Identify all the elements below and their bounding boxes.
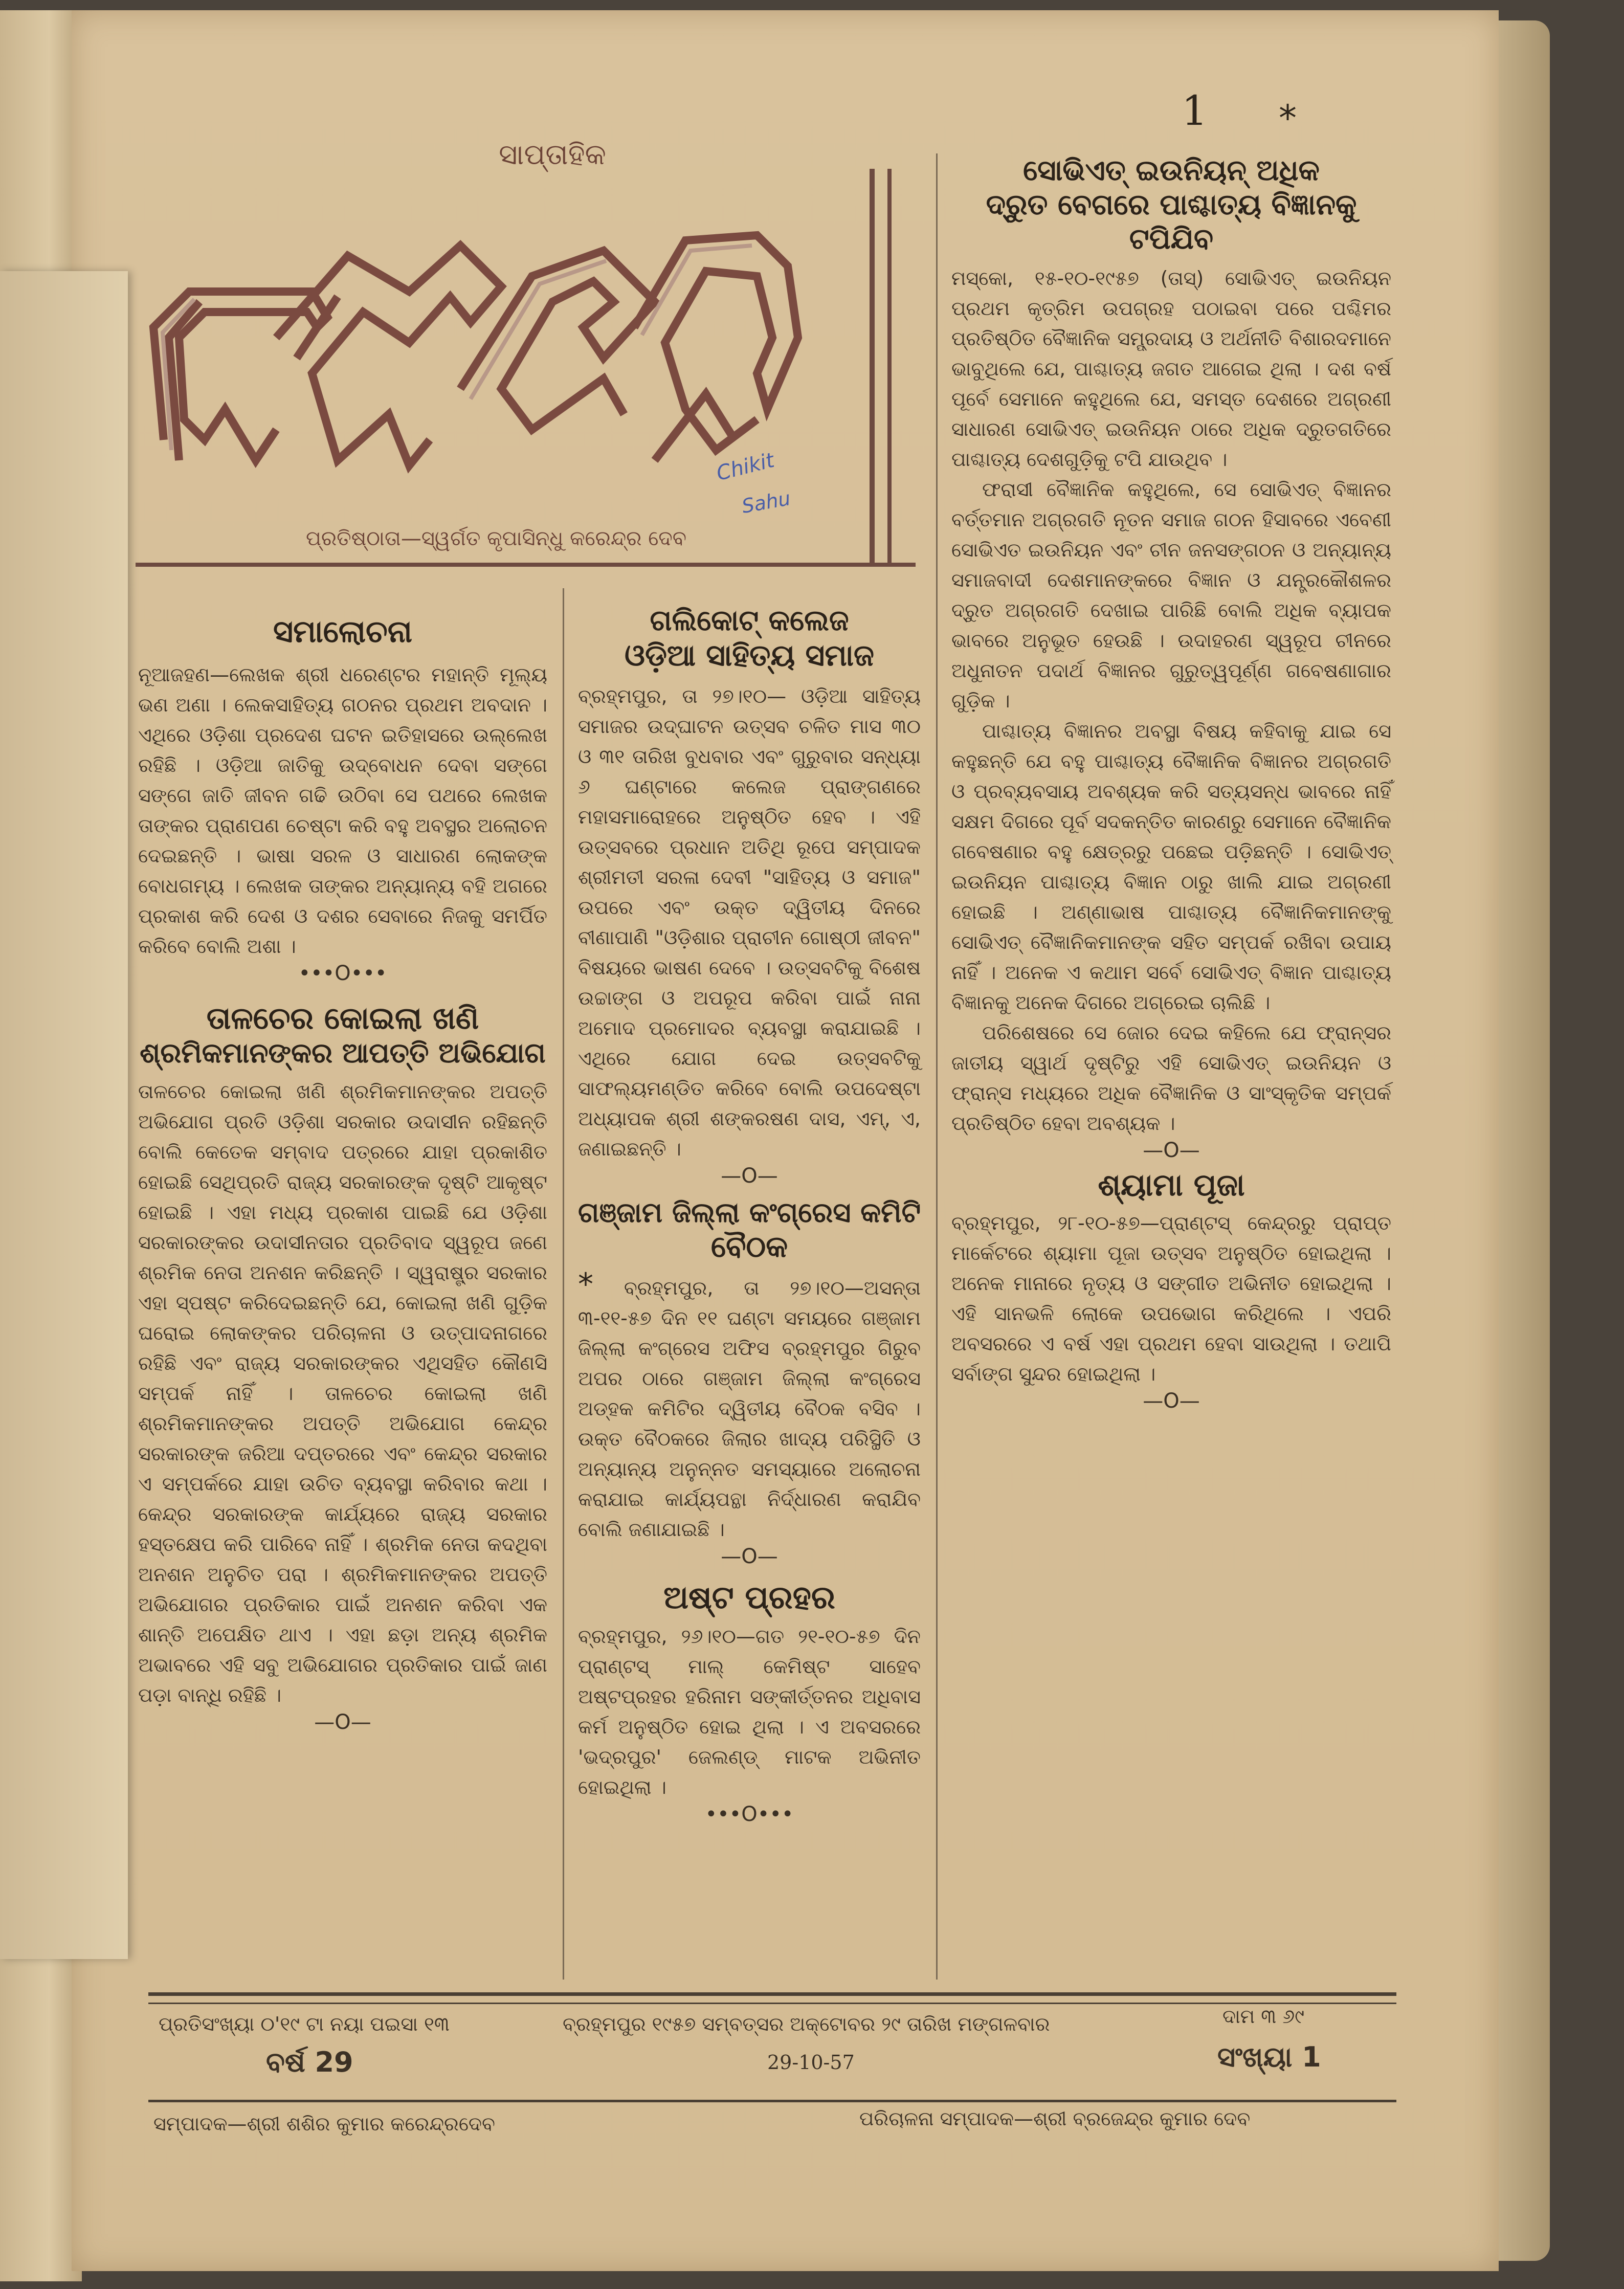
footer-rule [148,1992,1396,1996]
footer-rule [148,2100,1396,2102]
headline-talcher: ତାଳଚେର କୋଇଲା ଖଣି [206,1001,479,1036]
section-separator: —O— [1143,1139,1200,1162]
article-body: ପାଶ୍ଚାତ୍ୟ ବିଜ୍ଞାନର ଅବସ୍ଥା ବିଷୟ କହିବାକୁ ଯାଇ ସେ କହୁଛନ୍ତି ଯେ ବହୁ ପାଶ୍ଚାତ୍ୟ ବୈଜ୍ଞାନିକ ବିଜ୍ଞାନର ଅଗ୍ରଗତି ଓ ପ୍ରବ୍ୟବସାୟ ଅବଶ୍ୟକ କରି ସତ୍ୟସନ୍ଧ ଭାବରେ ନାହିଁ ସକ୍ଷମ ଦିଗରେ ପୂର୍ବ ସଦକନ୍ତିତ କାରଣରୁ ସେମାନେ ବୈଜ୍ଞାନିକ ଗବେଷଣାର ବହୁ କ୍ଷେତ୍ରରୁ ପଛେଇ ପଡ଼ିଛନ୍ତି । ସୋଭିଏତ୍ ଇଉନିୟନ ପାଶ୍ଚାତ୍ୟ ବିଜ୍ଞାନ ଠାରୁ ଖାଲି ଯାଇ ଅଗ୍ରଣୀ ହୋଇଛି । ଅଣ୍ଣାଭାଷ ପାଶ୍ଚାତ୍ୟ ବୈଜ୍ଞାନିକମାନଙ୍କୁ ସୋଭିଏତ୍ ବୈଜ୍ଞାନିକମାନଙ୍କ ସହିତ ସମ୍ପର୍କ ରଖିବା ଉପାୟ ନାହିଁ । ଅନେକ ଏ କଥାମ ସର୍ବେ ସୋଭିଏତ୍ ବିଜ୍ଞାନ ପାଶ୍ଚାତ୍ୟ ବିଜ୍ଞାନକୁ ଅନେକ ଦିଗରେ ଅଗ୍ରେଇ ଚାଲିଛି । [951,720,1391,1014]
asterisk-mark: * [578,1266,593,1302]
article-body: ମସ୍କୋ, ୧୫-୧୦-୧୯୫୭ (ତାସ୍) ସୋଭିଏତ୍ ଇଉନିୟନ ପ୍ରଥମ କୃତ୍ରିମ ଉପଗ୍ରହ ପଠାଇବା ପରେ ପଶ୍ଚିମର ପ୍ରତିଷ୍ଠିତ ବୈଜ୍ଞାନିକ ସମ୍ପ୍ରଦାୟ ଓ ଅର୍ଥନୀତି ବିଶାରଦମାନେ ଭାବୁଥିଲେ ଯେ, ପାଶ୍ଚାତ୍ୟ ଜଗତ ଆଗେଇ ଥିଲା । ଦଶ ବର୍ଷ ପୂର୍ବେ ସେମାନେ କହୁଥିଲେ ଯେ, ସମସ୍ତ ଦେଶରେ ଅଗ୍ରଣୀ ସାଧାରଣ ସୋଭିଏତ୍ ଇଉନିୟନ ଠାରେ ଅଧିକ ଦ୍ରୁତଗତିରେ ପାଶ୍ଚାତ୍ୟ ଦେଶଗୁଡ଼ିକୁ ଟପି ଯାଉଥିବ । [951,267,1391,471]
article-body: ବ୍ରହ୍ମପୁର, ୨୬।୧୦—ଗତ ୨୧-୧୦-୫୭ ଦିନ ପ୍ରାଣ୍ଟସ୍ ମାଲ୍ କେମିଷ୍ଟ ସାହେବ ଅଷ୍ଟପ୍ରହର ହରିନାମ ସଙ୍କୀର୍ତ୍ତନର ଅଧିବାସ କର୍ମ ଅନୁଷ୍ଠିତ ହୋଇ ଥିଲା । ଏ ଅବସରରେ 'ଭଦ୍ରପୁର' ଜେଲଣ୍ଡ୍ ମାଟକ ଅଭିନୀତ ହୋଇଥିଲା । [578,1625,921,1798]
weekly-label: ସାପ୍ତାହିକ [499,138,606,171]
headline-college: ଗଲିକୋଟ୍ କଲେଜ [650,604,849,637]
column-divider [563,588,564,1980]
folded-page-edge [0,271,128,1959]
article-body: ବ୍ରହ୍ମପୁର, ତା ୨୭।୧୦— ଓଡ଼ିଆ ସାହିତ୍ୟ ସମାଜର ଉଦ୍‌ଘାଟନ ଉତ୍ସବ ଚଳିତ ମାସ ୩୦ ଓ ୩୧ ତାରିଖ ବୁଧବାର ଏବଂ ଗୁରୁବାର ସନ୍ଧ୍ୟା ୬ ଘଣ୍ଟାରେ କଲେଜ ପ୍ରାଙ୍ଗଣରେ ମହାସମାରୋହରେ ଅନୁଷ୍ଠିତ ହେବ । ଏହି ଉତ୍ସବରେ ପ୍ରଧାନ ଅତିଥି ରୂପେ ସମ୍ପାଦକ ଶ୍ରୀମତୀ ସରଳା ଦେବୀ "ସାହିତ୍ୟ ଓ ସମାଜ" ଉପରେ ଏବଂ ଉକ୍ତ ଦ୍ୱିତୀୟ ଦିନରେ ବୀଣାପାଣି "ଓଡ଼ିଶାର ପ୍ରାଚୀନ ଗୋଷ୍ଠୀ ଜୀବନ" ବିଷୟରେ ଭାଷଣ ଦେବେ । ଉତ୍ସବଟିକୁ ବିଶେଷ ଉଚ୍ଚାଙ୍ଗ ଓ ଅପରୂପ କରିବା ପାଇଁ ନାନା ଅମୋଦ ପ୍ରମୋଦର ବ୍ୟବସ୍ଥା କରାଯାଇଛି । ଏଥିରେ ଯୋଗ ଦେଇ ଉତ୍ସବଟିକୁ ସାଫଲ୍ୟମଣ୍ଡିତ କରିବେ ବୋଲି ଉପଦେଷ୍ଟା ଅଧ୍ୟାପକ ଶ୍ରୀ ଶଙ୍କରଷଣ ଦାସ, ଏମ୍, ଏ, ଜଣାଇଛନ୍ତି । [578,685,921,1160]
footer-date-line: ବ୍ରହ୍ମପୁର ୧୯୫୭ ସମ୍ବତ୍ସର ଅକ୍ଟୋବର ୨୯ ତାରିଖ ମଙ୍ଗଳବାର [563,2013,1050,2035]
column-2 [578,604,921,1826]
page-number: 1 [1182,87,1208,135]
headline-congress-sub: ବୈଠକ [710,1229,788,1264]
footer-registration: ପ୍ରତିସଂଖ୍ୟା ୦'୧୯ ଟା ନୟା ପଇସା ୧୩ [159,2013,450,2035]
article-body: * ବ୍ରହ୍ମପୁର, ତା ୨୭।୧୦—ଅସନ୍ତା ୩-୧୧-୫୭ ଦିନ ୧୧ ଘଣ୍ଟା ସମୟରେ ଗଞ୍ଜାମ ଜିଲ୍ଲା କଂଗ୍ରେସ ଅଫିସ ବ୍ରହ୍ମପୁର ଗିରୁବ ଅପର ଠାରେ ଗଞ୍ଜାମ ଜିଲ୍ଲା କଂଗ୍ରେସ ଅଡ୍‌ହକ କମିଟିର ଦ୍ୱିତୀୟ ବୈଠକ ବସିବ । ଉକ୍ତ ବୈଠକରେ ଜିଲାର ଖାଦ୍ୟ ପରିସ୍ଥିତି ଓ ଅନ୍ୟାନ୍ୟ ଅନୁନ୍ନତ ସମସ୍ୟାରେ ଅଲୋଚନା କରାଯାଇ କାର୍ଯ୍ୟପନ୍ଥା ନିର୍ଦ୍ଧାରଣ କରାଯିବ ବୋଲି ଜଣାଯାଇଛି । [578,1266,921,1541]
column-3 [951,153,1391,1413]
headline-review: ସମାଲୋଚନା [273,614,412,650]
headline-soviet-3: ଟପିଯିବ [1129,222,1214,256]
column-divider [936,153,938,1980]
footer-year: ବର୍ଷ 29 [266,2046,353,2078]
section-separator: •••O••• [705,1803,794,1826]
headline-college-sub: ଓଡ଼ିଆ ସାହିତ୍ୟ ସମାଜ [624,638,875,673]
section-separator: —O— [721,1164,778,1188]
headline-shyama-puja: ଶ୍ୟାମା ପୂଜା [1098,1167,1245,1203]
masthead-rule [136,563,916,567]
footer-price: ଦାମ ୩ ୬୯ [1222,2005,1305,2028]
footer-issue: ସଂଖ୍ୟା 1 [1217,2041,1321,2073]
handwritten-note: Sahu [740,487,792,518]
footer-date-numeric: 29-10-57 [767,2051,855,2074]
pin-mark: * [1279,97,1297,139]
footer-editor: ସମ୍ପାଦକ—ଶ୍ରୀ ଶଶିର କୁମାର କରେନ୍ଦ୍ରଦେବ [153,2113,495,2135]
headline-soviet-2: ଦ୍ରୁତ ବେଗରେ ପାଶ୍ଚାତ୍ୟ ବିଜ୍ଞାନକୁ [986,188,1357,221]
headline-ashta-prahar: ଅଷ୍ଟ ପ୍ରହର [663,1579,835,1616]
article-body: ନୂଆଜହଣ—ଲେଖକ ଶ୍ରୀ ଧରେଣ୍ଟର ମହାନ୍ତି ମୂଲ୍ୟ ଭଣ ଅଣା । ଲେକସାହିତ୍ୟ ଗଠନର ପ୍ରଥମ ଅବଦାନ । ଏଥିରେ ଓଡ଼ିଶା ପ୍ରଦେଶ ଘଟନ ଇତିହାସରେ ଉଲ୍ଲେଖ ରହିଛି । ଓଡ଼ିଆ ଜାତିକୁ ଉଦ୍‌ବୋଧନ ଦେବା ସଙ୍ଗେ ସଙ୍ଗେ ଜାତି ଜୀବନ ଗଢି ଉଠିବା ସେ ପଥରେ ଲେଖକ ତାଙ୍କର ପ୍ରାଣପଣ ଚେଷ୍ଟା କରି ବହୁ ଅବସ୍ଥର ଅଲୋଚନ ଦେଇଛନ୍ତି । ଭାଷା ସରଳ ଓ ସାଧାରଣ ଲୋକଙ୍କ ବୋଧଗମ୍ୟ । ଲେଖକ ତାଙ୍କର ଅନ୍ୟାନ୍ୟ ବହି ଅଗରେ ପ୍ରକାଶ କରି ଦେଶ ଓ ଦଶର ସେବାରେ ନିଜକୁ ସମର୍ପିତ କରିବେ ବୋଲି ଅଶା । [138,663,547,958]
article-body: ତାଳଚେର କୋଇଲା ଖଣି ଶ୍ରମିକମାନଙ୍କର ଅପତ୍ତି ଅଭିଯୋଗ ପ୍ରତି ଓଡ଼ିଶା ସରକାର ଉଦାସୀନ ରହିଛନ୍ତି ବୋଲି କେତେକ ସମ୍ବାଦ ପତ୍ରରେ ଯାହା ପ୍ରକାଶିତ ହୋଇଛି ସେଥିପ୍ରତି ରାଜ୍ୟ ସରକାରଙ୍କ ଦୃଷ୍ଟି ଆକୃଷ୍ଟ ହୋଇଛି । ଏହା ମଧ୍ୟ ପ୍ରକାଶ ପାଇଛି ଯେ ଓଡ଼ିଶା ସରକାରଙ୍କର ଉଦାସୀନତାର ପ୍ରତିବାଦ ସ୍ୱରୂପ ଜଣେ ଶ୍ରମିକ ନେତା ଅନଶନ କରିଛନ୍ତି । ସ୍ୱରାଷ୍ଟ୍ର ସରକାର ଏହା ସ୍ପଷ୍ଟ କରିଦେଇଛନ୍ତି ଯେ, କୋଇଲା ଖଣି ଗୁଡ଼ିକ ଘରୋଇ ଲୋକଙ୍କର ପରିଚାଳନା ଓ ଉତ୍ପାଦନାଗରେ ରହିଛି ଏବଂ ରାଜ୍ୟ ସରକାରଙ୍କର ଏଥିସହିତ କୌଣସି ସମ୍ପର୍କ ନାହିଁ । ତାଳଚେର କୋଇଲା ଖଣି ଶ୍ରମିକମାନଙ୍କର ଅପତ୍ତି ଅଭିଯୋଗ କେନ୍ଦ୍ର ସରକାରଙ୍କ ଜରିଆ ଦପ୍ତରରେ ଏବଂ କେନ୍ଦ୍ର ସରକାର ଏ ସମ୍ପର୍କରେ ଯାହା ଉଚିତ ବ୍ୟବସ୍ଥା କରିବାର କଥା । କେନ୍ଦ୍ର ସରକାରଙ୍କ କାର୍ଯ୍ୟରେ ରାଜ୍ୟ ସରକାର ହସ୍ତକ୍ଷେପ କରି ପାରିବେ ନାହିଁ । ଶ୍ରମିକ ନେତା କଦଥିବା ଅନଶନ ଅନୁଚିତ ପରା । ଶ୍ରମିକମାନଙ୍କର ଅପତ୍ତି ଅଭିଯୋଗର ପ୍ରତିକାର ପାଇଁ ଅନଶନ କରିବା ଏକ ଶାନ୍ତି ଅପେକ୍ଷିତ ଥାଏ । ଏହା ଛଡ଼ା ଅନ୍ୟ ଶ୍ରମିକ ଅଭାବରେ ଏହି ସବୁ ଅଭିଯୋଗର ପ୍ରତିକାର ପାଇଁ ଜାଣ ପଡ଼ା ବାନ୍ଧି ରହିଛି । [138,1080,547,1706]
section-separator: —O— [1143,1389,1200,1413]
footer-rule [148,2003,1396,2004]
handwritten-note: Chikit [714,448,777,486]
headline-talcher-sub: ଶ୍ରମିକମାନଙ୍କର ଆପତ୍ତି ଅଭିଯୋଗ [140,1036,546,1069]
article-body: ଫରାସୀ ବୈଜ୍ଞାନିକ କହୁଥିଲେ, ସେ ସୋଭିଏତ୍ ବିଜ୍ଞାନର ବର୍ତ୍ତମାନ ଅଗ୍ରଗତି ନୂତନ ସମାଜ ଗଠନ ହିସାବରେ ଏବେଣୀ ସୋଭିଏତ ଇଉନିୟନ ଏବଂ ଚୀନ ଜନସଙ୍ଗଠନ ଓ ଅନ୍ୟାନ୍ୟ ସମାଜବାଦୀ ଦେଶମାନଙ୍କରେ ବିଜ୍ଞାନ ଓ ଯନ୍ତ୍ରକୌଶଳର ଦ୍ରୁତ ଅଗ୍ରଗତି ଦେଖାଇ ପାରିଛି ବୋଲି ଅଧିକ ବ୍ୟାପକ ଭାବରେ ଅନୁଭୂତ ହେଉଛି । ଉଦାହରଣ ସ୍ୱରୂପ ଚୀନରେ ଅଧୁନାତନ ପଦାର୍ଥ ବିଜ୍ଞାନର ଗୁରୁତ୍ୱପୂର୍ଣ୍ଣ ଗବେଷଣାଗାର ଗୁଡ଼ିକ । [951,478,1391,712]
masthead-rule [887,169,892,565]
founder-line: ପ୍ରତିଷ୍ଠାତା—ସ୍ୱର୍ଗତ କୃପାସିନ୍ଧୁ କରେନ୍ଦ୍ର ଦେବ [305,527,687,550]
article-body: ବ୍ରହ୍ମପୁର, ୨୮-୧୦-୫୭—ପ୍ରାଣ୍ଟସ୍ କେନ୍ଦ୍ରରୁ ପ୍ରାପ୍ତ ମାର୍କେଟରେ ଶ୍ୟାମା ପୂଜା ଉତ୍ସବ ଅନୁଷ୍ଠିତ ହୋଇଥିଲା । ଅନେକ ମାନାରେ ନୃତ୍ୟ ଓ ସଙ୍ଗୀତ ଅଭିନୀତ ହୋଇଥିଲା । ଏହି ସାନଭଳି ଲୋକେ ଉପଭୋଗ କରିଥିଲେ । ଏପରି ଅବସରରେ ଏ ବର୍ଷ ଏହା ପ୍ରଥମ ହେବା ସାଉଥିଲା । ତଥାପି ସର୍ବାଙ୍ଗ ସୁନ୍ଦର ହୋଇଥିଲା । [951,1212,1391,1385]
column-1 [138,614,547,1734]
masthead-rule [870,169,875,565]
headline-congress: ଗଞ୍ଜାମ ଜିଲ୍ଲା କଂଗ୍ରେସ କମିଟି [578,1196,921,1229]
section-separator: —O— [721,1545,778,1568]
article-body: ପରିଶେଷରେ ସେ ଜୋର ଦେଇ କହିଲେ ଯେ ଫ୍ରାନ୍‌ସର ଜାତୀୟ ସ୍ୱାର୍ଥ ଦୃଷ୍ଟିରୁ ଏହି ସୋଭିଏତ୍ ଇଉନିୟନ ଓ ଫ୍ରାନ୍‌ସ ମଧ୍ୟରେ ଅଧିକ ବୈଜ୍ଞାନିକ ଓ ସାଂସ୍କୃତିକ ସମ୍ପର୍କ ପ୍ରତିଷ୍ଠିତ ହେବା ଅବଶ୍ୟକ । [951,1021,1391,1135]
headline-soviet: ସୋଭିଏତ୍ ଇଉନିୟନ୍ ଅଧିକ [1023,153,1320,187]
footer-managing-editor: ପରିଚାଳନା ସମ୍ପାଦକ—ଶ୍ରୀ ବ୍ରଜେନ୍ଦ୍ର କୁମାର ଦେବ [859,2107,1251,2130]
section-separator: •••O••• [298,962,387,985]
section-separator: —O— [314,1710,371,1734]
